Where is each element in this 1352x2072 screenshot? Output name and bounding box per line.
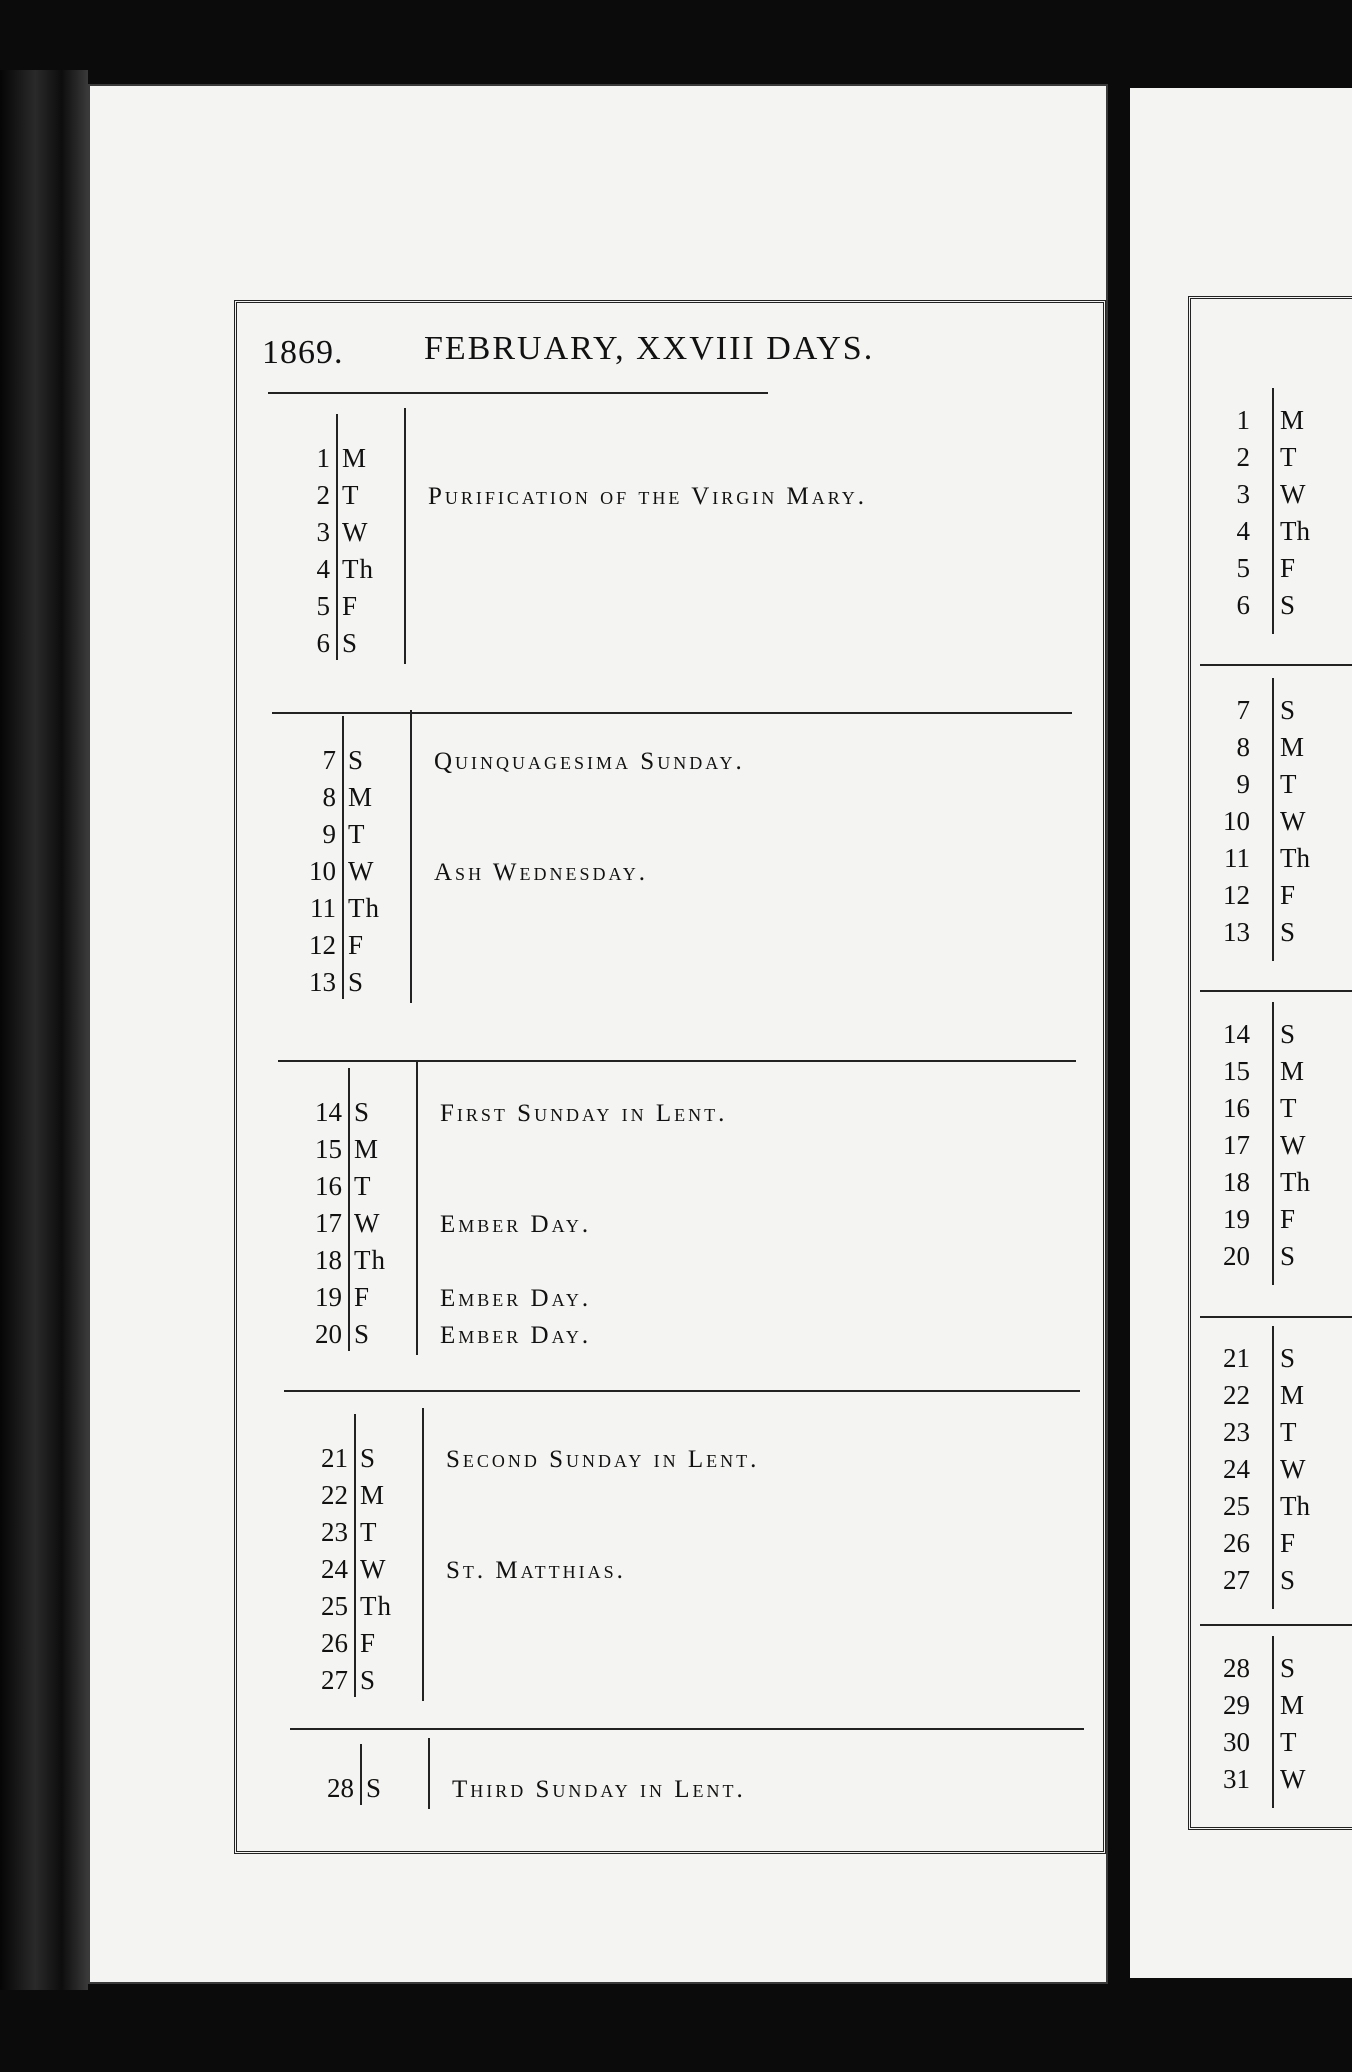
facing-weekday-letter: S xyxy=(1280,917,1296,947)
facing-weekday-letter: M xyxy=(1280,732,1305,762)
facing-day-number: 13 xyxy=(1223,917,1250,947)
facing-day-number: 23 xyxy=(1223,1417,1250,1447)
day-number: 25 xyxy=(321,1591,348,1621)
year-label: 1869. xyxy=(262,334,344,371)
facing-day-number: 8 xyxy=(1236,732,1250,762)
day-number: 3 xyxy=(316,517,330,547)
day-number: 6 xyxy=(316,628,330,658)
facing-weekday-letter: T xyxy=(1280,1093,1297,1123)
day-number: 19 xyxy=(315,1282,342,1312)
facing-day-number: 30 xyxy=(1223,1727,1250,1757)
facing-column-rule xyxy=(1272,1636,1274,1808)
weekday-letter: Th xyxy=(342,554,374,584)
event-label: Purification of the Virgin Mary. xyxy=(428,483,867,510)
header-rule xyxy=(268,392,768,394)
weekday-column-rule xyxy=(354,1414,356,1697)
facing-day-number: 7 xyxy=(1236,695,1250,725)
facing-weekday-letter: F xyxy=(1280,880,1296,910)
facing-day-number: 6 xyxy=(1236,590,1250,620)
facing-column-rule xyxy=(1272,678,1274,961)
day-number: 26 xyxy=(321,1628,348,1658)
weekday-letter: W xyxy=(348,856,375,886)
weekday-letter: M xyxy=(360,1480,386,1510)
day-number: 16 xyxy=(315,1171,342,1201)
weekday-letter: S xyxy=(354,1319,371,1349)
facing-weekday-letter: S xyxy=(1280,1241,1296,1271)
facing-day-number: 3 xyxy=(1236,479,1250,509)
week-divider xyxy=(278,1060,1076,1062)
weekday-column-rule xyxy=(336,414,338,660)
weekday-letter: Th xyxy=(360,1591,392,1621)
facing-weekday-letter: F xyxy=(1280,553,1296,583)
event-label: First Sunday in Lent. xyxy=(440,1100,728,1127)
facing-weekday-letter: S xyxy=(1280,1653,1296,1683)
weekday-letter: S xyxy=(366,1773,383,1803)
weekday-letter: S xyxy=(354,1097,371,1127)
day-number: 24 xyxy=(321,1554,348,1584)
event-column-rule xyxy=(416,1062,418,1355)
weekday-letter: W xyxy=(342,517,369,547)
event-column-rule xyxy=(410,710,412,1003)
facing-column-rule xyxy=(1272,1002,1274,1285)
weekday-column-rule xyxy=(348,1068,350,1351)
day-number: 4 xyxy=(316,554,330,584)
week-divider xyxy=(284,1390,1080,1392)
facing-day-number: 2 xyxy=(1236,442,1250,472)
event-column-rule xyxy=(428,1738,430,1809)
weekday-letter: M xyxy=(354,1134,380,1164)
facing-week-divider xyxy=(1200,1624,1352,1626)
event-column-rule xyxy=(404,408,406,664)
event-label: Third Sunday in Lent. xyxy=(452,1776,746,1803)
day-number: 20 xyxy=(315,1319,342,1349)
day-number: 1 xyxy=(316,443,330,473)
day-number: 7 xyxy=(322,745,336,775)
event-label: Quinquagesima Sunday. xyxy=(434,748,745,775)
facing-column-rule xyxy=(1272,1326,1274,1609)
facing-weekday-letter: S xyxy=(1280,590,1296,620)
day-number: 5 xyxy=(316,591,330,621)
facing-weekday-letter: W xyxy=(1280,479,1306,509)
facing-day-number: 4 xyxy=(1236,516,1250,546)
facing-weekday-letter: Th xyxy=(1280,1491,1310,1521)
weekday-letter: Th xyxy=(348,893,380,923)
day-number: 11 xyxy=(310,893,336,923)
day-number: 2 xyxy=(316,480,330,510)
facing-day-number: 15 xyxy=(1223,1056,1250,1086)
facing-day-number: 9 xyxy=(1236,769,1250,799)
facing-weekday-letter: M xyxy=(1280,1380,1305,1410)
facing-day-number: 27 xyxy=(1223,1565,1250,1595)
weekday-letter: Th xyxy=(354,1245,386,1275)
day-number: 13 xyxy=(309,967,336,997)
day-number: 17 xyxy=(315,1208,342,1238)
day-number: 27 xyxy=(321,1665,348,1695)
weekday-column-rule xyxy=(360,1744,362,1805)
weekday-letter: S xyxy=(360,1665,377,1695)
facing-weekday-letter: T xyxy=(1280,1417,1297,1447)
day-number: 18 xyxy=(315,1245,342,1275)
weekday-letter: S xyxy=(360,1443,377,1473)
facing-weekday-letter: W xyxy=(1280,1130,1306,1160)
day-number: 15 xyxy=(315,1134,342,1164)
weekday-letter: S xyxy=(348,967,365,997)
weekday-letter: W xyxy=(360,1554,387,1584)
facing-weekday-letter: M xyxy=(1280,1690,1305,1720)
event-column-rule xyxy=(422,1408,424,1701)
facing-day-number: 26 xyxy=(1223,1528,1250,1558)
facing-weekday-letter: S xyxy=(1280,1019,1296,1049)
day-number: 21 xyxy=(321,1443,348,1473)
event-label: Ember Day. xyxy=(440,1211,592,1238)
weekday-letter: S xyxy=(348,745,365,775)
facing-day-number: 18 xyxy=(1223,1167,1250,1197)
facing-day-number: 10 xyxy=(1223,806,1250,836)
facing-day-number: 31 xyxy=(1223,1764,1250,1794)
facing-weekday-letter: M xyxy=(1280,405,1305,435)
facing-week-divider xyxy=(1200,664,1352,666)
weekday-letter: M xyxy=(348,782,374,812)
facing-day-number: 16 xyxy=(1223,1093,1250,1123)
facing-weekday-letter: W xyxy=(1280,806,1306,836)
day-number: 12 xyxy=(309,930,336,960)
event-label: St. Matthias. xyxy=(446,1557,626,1584)
facing-weekday-letter: F xyxy=(1280,1204,1296,1234)
facing-weekday-letter: M xyxy=(1280,1056,1305,1086)
day-number: 8 xyxy=(322,782,336,812)
event-label: Ash Wednesday. xyxy=(434,859,649,886)
calendar-header xyxy=(262,330,1082,390)
weekday-letter: T xyxy=(342,480,360,510)
facing-day-number: 1 xyxy=(1236,405,1250,435)
facing-week-divider xyxy=(1200,990,1352,992)
facing-weekday-letter: F xyxy=(1280,1528,1296,1558)
facing-day-number: 28 xyxy=(1223,1653,1250,1683)
facing-day-number: 25 xyxy=(1223,1491,1250,1521)
day-number: 22 xyxy=(321,1480,348,1510)
facing-weekday-letter: S xyxy=(1280,1565,1296,1595)
day-number: 10 xyxy=(309,856,336,886)
facing-weekday-letter: W xyxy=(1280,1764,1306,1794)
facing-day-number: 24 xyxy=(1223,1454,1250,1484)
day-number: 14 xyxy=(315,1097,342,1127)
weekday-letter: T xyxy=(360,1517,378,1547)
facing-day-number: 22 xyxy=(1223,1380,1250,1410)
weekday-letter: F xyxy=(360,1628,377,1658)
facing-day-number: 14 xyxy=(1223,1019,1250,1049)
facing-weekday-letter: T xyxy=(1280,442,1297,472)
facing-day-number: 17 xyxy=(1223,1130,1250,1160)
book-spine-edge xyxy=(0,70,88,1990)
event-label: Second Sunday in Lent. xyxy=(446,1446,760,1473)
facing-weekday-letter: S xyxy=(1280,1343,1296,1373)
weekday-letter: W xyxy=(354,1208,381,1238)
weekday-letter: T xyxy=(354,1171,372,1201)
week-divider xyxy=(272,712,1072,714)
event-label: Ember Day. xyxy=(440,1322,592,1349)
facing-weekday-letter: W xyxy=(1280,1454,1306,1484)
week-divider xyxy=(290,1728,1084,1730)
day-number: 9 xyxy=(322,819,336,849)
facing-day-number: 21 xyxy=(1223,1343,1250,1373)
day-number: 28 xyxy=(327,1773,354,1803)
facing-day-number: 29 xyxy=(1223,1690,1250,1720)
facing-weekday-letter: Th xyxy=(1280,843,1310,873)
weekday-column-rule xyxy=(342,716,344,999)
facing-weekday-letter: T xyxy=(1280,1727,1297,1757)
day-number: 23 xyxy=(321,1517,348,1547)
facing-day-number: 19 xyxy=(1223,1204,1250,1234)
facing-weekday-letter: Th xyxy=(1280,516,1310,546)
event-label: Ember Day. xyxy=(440,1285,592,1312)
month-title: FEBRUARY, XXVIII DAYS. xyxy=(424,330,875,367)
facing-week-divider xyxy=(1200,1316,1352,1318)
weekday-letter: F xyxy=(342,591,359,621)
facing-day-number: 11 xyxy=(1224,843,1250,873)
facing-weekday-letter: S xyxy=(1280,695,1296,725)
facing-weekday-letter: T xyxy=(1280,769,1297,799)
weekday-letter: M xyxy=(342,443,368,473)
facing-weekday-letter: Th xyxy=(1280,1167,1310,1197)
facing-column-rule xyxy=(1272,388,1274,634)
facing-day-number: 5 xyxy=(1236,553,1250,583)
weekday-letter: F xyxy=(348,930,365,960)
facing-day-number: 20 xyxy=(1223,1241,1250,1271)
facing-day-number: 12 xyxy=(1223,880,1250,910)
weekday-letter: S xyxy=(342,628,359,658)
weekday-letter: T xyxy=(348,819,366,849)
weekday-letter: F xyxy=(354,1282,371,1312)
